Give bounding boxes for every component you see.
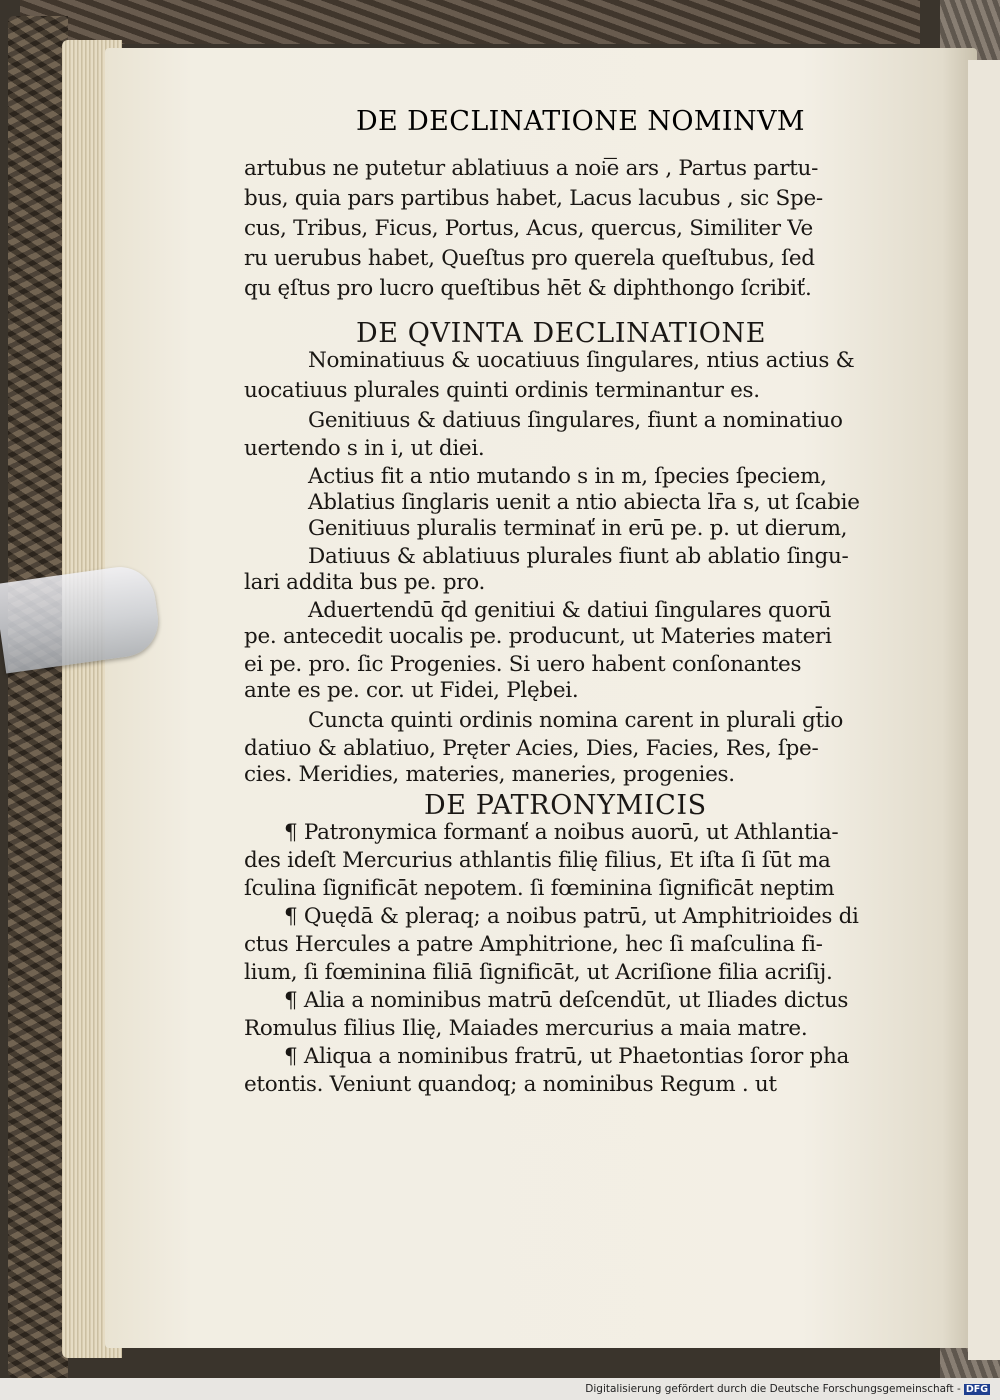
text-line: Cuncta quinti ordinis nomina carent in plurali gt̄io <box>308 708 843 733</box>
text-line: ¶ Quędā & pleraq; a noibus patrū, ut Amphitrioides di <box>284 904 859 929</box>
text-line: datiuo & ablatiuo, Pręter Acies, Dies, Facies, Res, ſpe- <box>244 736 819 761</box>
text-line: artubus ne putetur ablatiuus a noi͞e ars , Partus partu- <box>244 156 819 181</box>
text-line: Datiuus & ablatiuus plurales fiunt ab ablatio ſingu- <box>308 544 849 569</box>
text-line: ¶ Alia a nominibus matrū deſcendūt, ut Iliades dictus <box>284 988 849 1013</box>
facing-page-strip <box>968 60 1000 1360</box>
text-line: des ideſt Mercurius athlantis filię filius, Et iſta ſi ſūt ma <box>244 848 831 873</box>
section-heading: DE QVINTA DECLINATIONE <box>356 318 767 349</box>
text-line: qu ęſtus pro lucro queſtibus hēt & diphthongo ſcribiť. <box>244 276 812 301</box>
text-line: uocatiuus plurales quinti ordinis terminantur es. <box>244 378 760 403</box>
text-line: uertendo s in i, ut diei. <box>244 436 485 461</box>
text-line: cus, Tribus, Ficus, Portus, Acus, quercus, Similiter Ve <box>244 216 813 241</box>
credit-text: Digitalisierung gefördert durch die Deutsche Forschungsgemeinschaft - <box>585 1383 961 1395</box>
binding-left <box>8 16 68 1378</box>
text-line: ante es pe. cor. ut Fidei, Plębei. <box>244 678 579 703</box>
section-heading: DE PATRONYMICIS <box>424 790 707 821</box>
text-line: Nominatiuus & uocatiuus ſingulares, ntius actius & <box>308 348 855 373</box>
text-line: ei pe. pro. ſic Progenies. Si uero habent conſonantes <box>244 652 802 677</box>
text-line: pe. antecedit uocalis pe. producunt, ut Materies materi <box>244 624 832 649</box>
text-line: ¶ Aliqua a nominibus fratrū, ut Phaetontias ſoror pha <box>284 1044 850 1069</box>
text-line: bus, quia pars partibus habet, Lacus lacubus , sic Spe- <box>244 186 823 211</box>
digitization-credit <box>585 1383 990 1395</box>
binding-top <box>20 0 920 44</box>
text-line: etontis. Veniunt quandoq; a nominibus Regum . ut <box>244 1072 777 1097</box>
text-line: Ablatius ſinglaris uenit a ntio abiecta lr̄a s, ut ſcabie <box>308 490 860 515</box>
text-line: cies. Meridies, materies, maneries, progenies. <box>244 762 735 787</box>
text-line: Actius fit a ntio mutando s in m, ſpecies ſpeciem, <box>308 464 827 489</box>
text-line: ſculina ſignificāt nepotem. ſi fœminina ſignificāt neptim <box>244 876 835 901</box>
text-line: Aduertendū q̄d genitiui & datiui ſingulares quorū <box>308 598 832 623</box>
dfg-logo: DFG <box>965 1384 988 1395</box>
text-line: Genitiuus & datiuus ſingulares, fiunt a nominatiuo <box>308 408 843 433</box>
text-line: ctus Hercules a patre Amphitrione, hec ſi maſculina fi- <box>244 932 823 957</box>
running-head: DE DECLINATIONE NOMINVM <box>356 106 805 137</box>
text-line: ru uerubus habet, Queſtus pro querela queſtubus, ſed <box>244 246 815 271</box>
text-line: lari addita bus pe. pro. <box>244 570 486 595</box>
text-line: Romulus filius Ilię, Maiades mercurius a maia matre. <box>244 1016 808 1041</box>
text-line: ¶ Patronymica formanť a noibus auorū, ut Athlantia- <box>284 820 839 845</box>
text-line: Genitiuus pluralis terminať in erū pe. p. ut dierum, <box>308 516 848 541</box>
text-line: lium, ſi fœminina filiā ſignificāt, ut Acriſione filia acriſij. <box>244 960 833 985</box>
